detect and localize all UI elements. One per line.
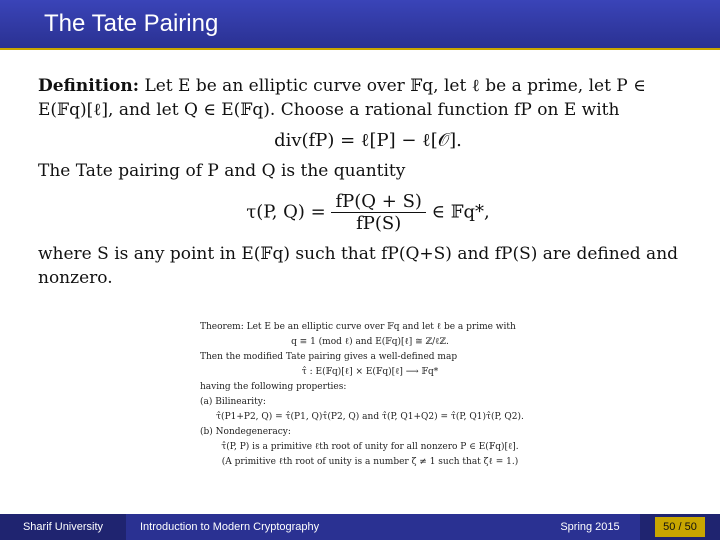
theorem-line: (A primitive ℓth root of unity is a number ζ ≠ 1 such that ζℓ = 1.) bbox=[221, 457, 519, 467]
page-number: 50 / 50 bbox=[655, 517, 705, 537]
footer-bar bbox=[0, 514, 720, 540]
theorem-box bbox=[200, 320, 540, 470]
definition-text: Let E be an elliptic curve over 𝔽q, let ℓ be a prime, let P ∈ E(𝔽q)[ℓ], and let Q ∈ E(𝔽q). Choose a rational function fP on E with bbox=[38, 76, 646, 120]
tau-right: ∈ 𝔽q*, bbox=[431, 201, 490, 223]
divisor-equation: div(fP) = ℓ[P] − ℓ[𝒪]. bbox=[274, 130, 462, 151]
definition-lead: Definition: bbox=[38, 76, 140, 96]
theorem-line: τ̂(P, P) is a primitive ℓth root of unity for all nonzero P ∈ E(𝔽q)[ℓ]. bbox=[221, 442, 519, 452]
theorem-line: Theorem: Let E be an elliptic curve over 𝔽q and let ℓ be a prime with bbox=[200, 322, 516, 332]
theorem-line: (b) Nondegeneracy: bbox=[200, 427, 291, 437]
footer-page bbox=[640, 514, 720, 540]
definition-paragraph bbox=[38, 74, 698, 122]
theorem-line: q ≡ 1 (mod ℓ) and E(𝔽q)[ℓ] ≅ ℤ/ℓℤ. bbox=[291, 337, 449, 347]
slide-title: The Tate Pairing bbox=[44, 10, 219, 37]
slide-content bbox=[38, 74, 698, 290]
tate-line: The Tate pairing of P and Q is the quantity bbox=[38, 161, 406, 181]
theorem-line: having the following properties: bbox=[200, 382, 347, 392]
where-paragraph: where S is any point in E(𝔽q) such that fP(Q+S) and fP(S) are defined and nonzero. bbox=[38, 244, 679, 288]
footer-term: Spring 2015 bbox=[540, 514, 640, 540]
tau-fraction bbox=[331, 191, 425, 234]
footer-course: Introduction to Modern Cryptography bbox=[126, 514, 540, 540]
footer-institution: Sharif University bbox=[0, 514, 126, 540]
theorem-line: (a) Bilinearity: bbox=[200, 397, 266, 407]
theorem-line: τ̂(P1+P2, Q) = τ̂(P1, Q)τ̂(P2, Q) and τ̂(P, Q1+Q2) = τ̂(P, Q1)τ̂(P, Q2). bbox=[216, 412, 524, 422]
tate-formula bbox=[38, 191, 698, 234]
theorem-line: τ̂ : E(𝔽q)[ℓ] × E(𝔽q)[ℓ] ⟶ 𝔽q* bbox=[301, 367, 439, 377]
tau-left: τ(P, Q) = bbox=[246, 201, 326, 223]
tau-denominator: fP(S) bbox=[356, 213, 402, 234]
title-bar bbox=[0, 0, 720, 50]
theorem-line: Then the modified Tate pairing gives a well-defined map bbox=[200, 352, 458, 362]
tau-numerator: fP(Q + S) bbox=[331, 191, 425, 213]
